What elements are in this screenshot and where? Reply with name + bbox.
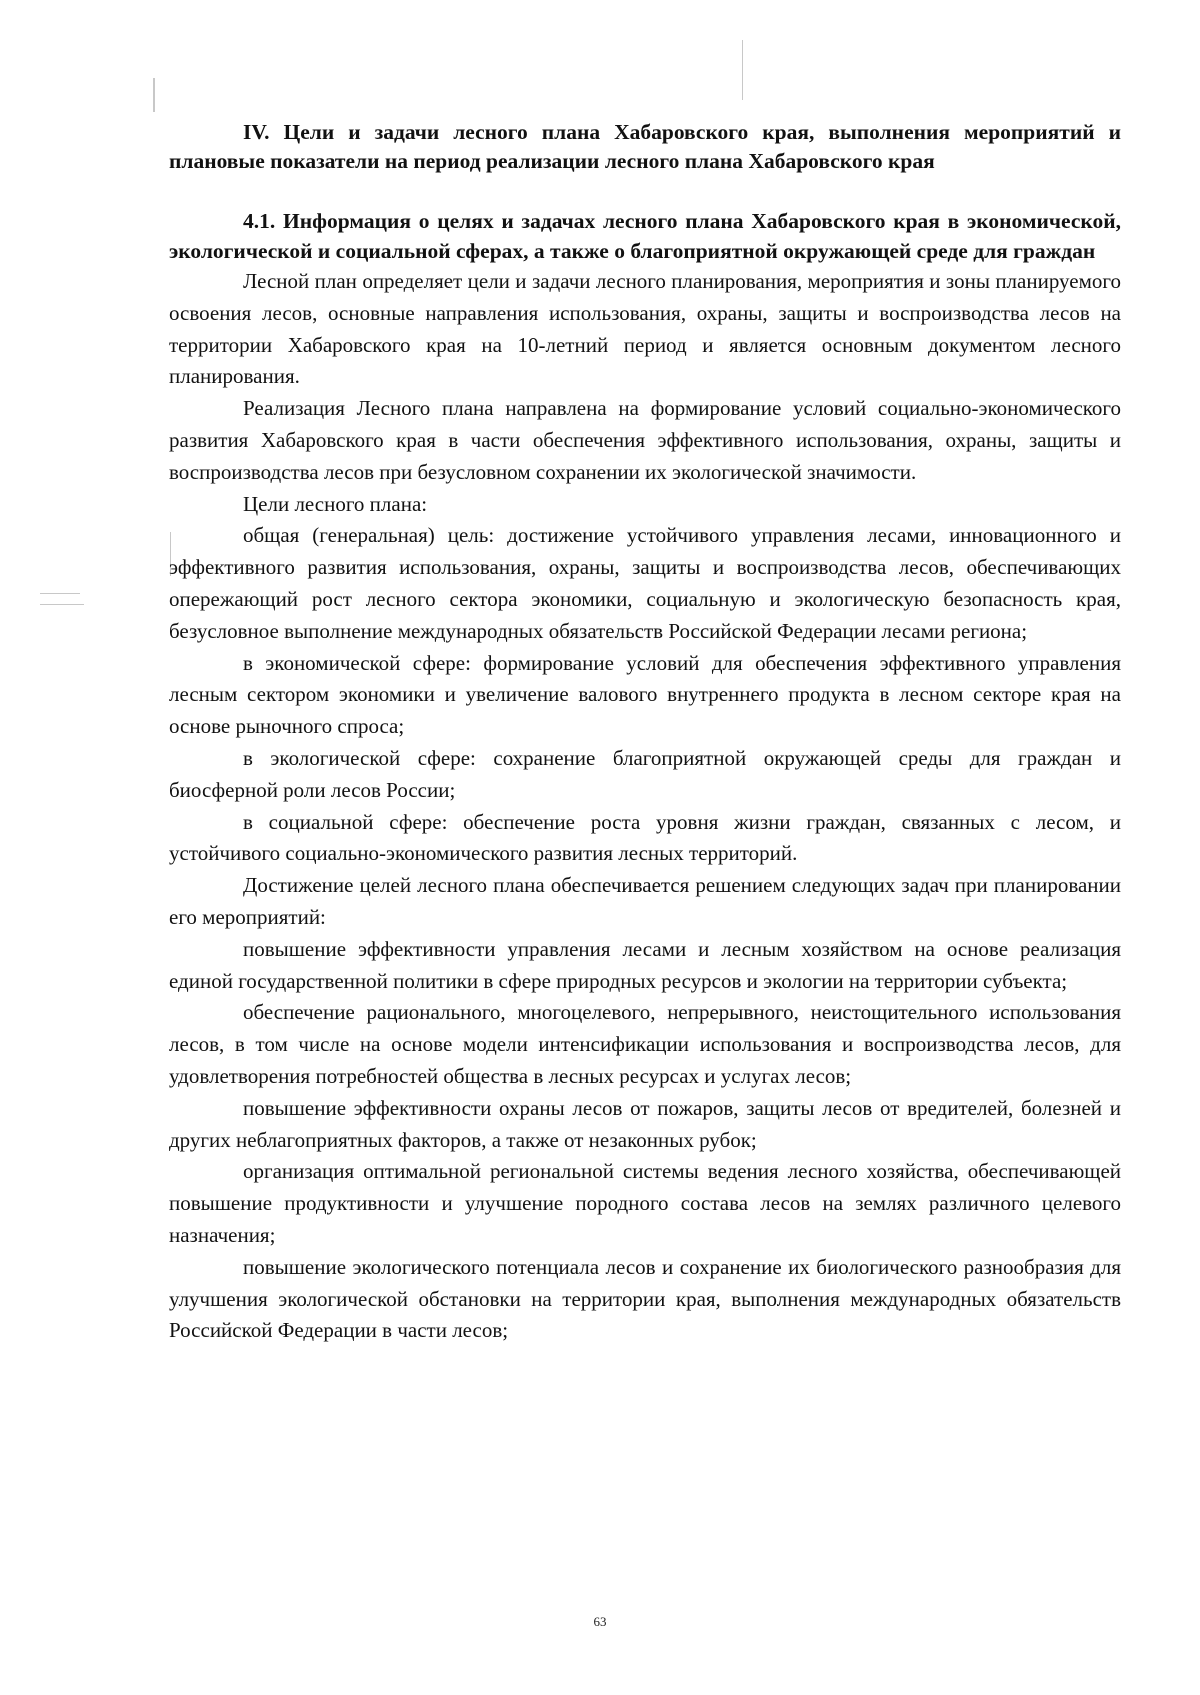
document-body [169, 118, 1121, 1347]
section-heading: IV. Цели и задачи лесного плана Хабаровского края, выполнения мероприятий и плановые показатели на период реализации лесного плана Хабаровского края [169, 120, 1121, 173]
paragraph: повышение экологического потенциала лесов и сохранение их биологического разнообразия для улучшения экологической обстановки на территории края, выполнения международных обязательств Российской Федерации в части лесов; [169, 1254, 1121, 1343]
paragraph: повышение эффективности охраны лесов от пожаров, защиты лесов от вредителей, болезней и других неблагоприятных факторов, а также от незаконных рубок; [169, 1095, 1121, 1152]
subsection-heading: 4.1. Информация о целях и задачах лесного плана Хабаровского края в экономической, экологической и социальной сферах, а также о благоприятной окружающей среде для граждан [169, 209, 1121, 263]
paragraph: в экологической сфере: сохранение благоприятной окружающей среды для граждан и биосферной роли лесов России; [169, 745, 1121, 802]
scan-artifact [40, 604, 84, 605]
paragraph: Достижение целей лесного плана обеспечивается решением следующих задач при планировании его мероприятий: [169, 873, 1121, 929]
paragraph: Цели лесного плана: [243, 491, 428, 516]
paragraph: обеспечение рационального, многоцелевого, непрерывного, неистощительного использования лесов, в том числе на основе модели интенсификации использования и воспроизводства лесов, для удовлетворения потребностей общества в лесных ресурсах и услугах лесов; [169, 1000, 1121, 1088]
scan-artifact [40, 593, 80, 594]
paragraph: повышение эффективности управления лесами и лесным хозяйством на основе реализация единой государственной политики в сфере природных ресурсов и экологии на территории субъекта; [169, 936, 1121, 993]
scan-artifact [153, 78, 155, 112]
paragraph: Лесной план определяет цели и задачи лесного планирования, мероприятия и зоны планируемого освоения лесов, основные направления использования, охраны, защиты и воспроизводства лесов на территории Хабаровского края на 10-летний период и является основным документом лесного планирования. [169, 269, 1121, 389]
paragraph: организация оптимальной региональной системы ведения лесного хозяйства, обеспечивающей повышение продуктивности и улучшение породного состава лесов на землях различного целевого назначения; [169, 1159, 1121, 1247]
page-number: 63 [593, 1614, 607, 1629]
paragraph: Реализация Лесного плана направлена на формирование условий социально-экономического развития Хабаровского края в части обеспечения эффективного использования, охраны, защиты и воспроизводства лесов при безусловном сохранении их экологической значимости. [169, 396, 1121, 484]
scan-artifact [742, 40, 743, 100]
paragraph: в социальной сфере: обеспечение роста уровня жизни граждан, связанных с лесом, и устойчивого социально-экономического развития лесных территорий. [169, 809, 1121, 866]
paragraph: общая (генеральная) цель: достижение устойчивого управления лесами, инновационного и эффективного развития использования, охраны, защиты и воспроизводства лесов, обеспечивающих опережающий рост лесного сектора экономики, социальную и экологическую безопасность края, безусловное выполнение международных обязательств Российской Федерации лесами региона; [169, 523, 1121, 643]
paragraph: в экономической сфере: формирование условий для обеспечения эффективного управления лесным сектором экономики и увеличение валового внутреннего продукта в лесном секторе края на основе рыночного спроса; [169, 650, 1121, 739]
